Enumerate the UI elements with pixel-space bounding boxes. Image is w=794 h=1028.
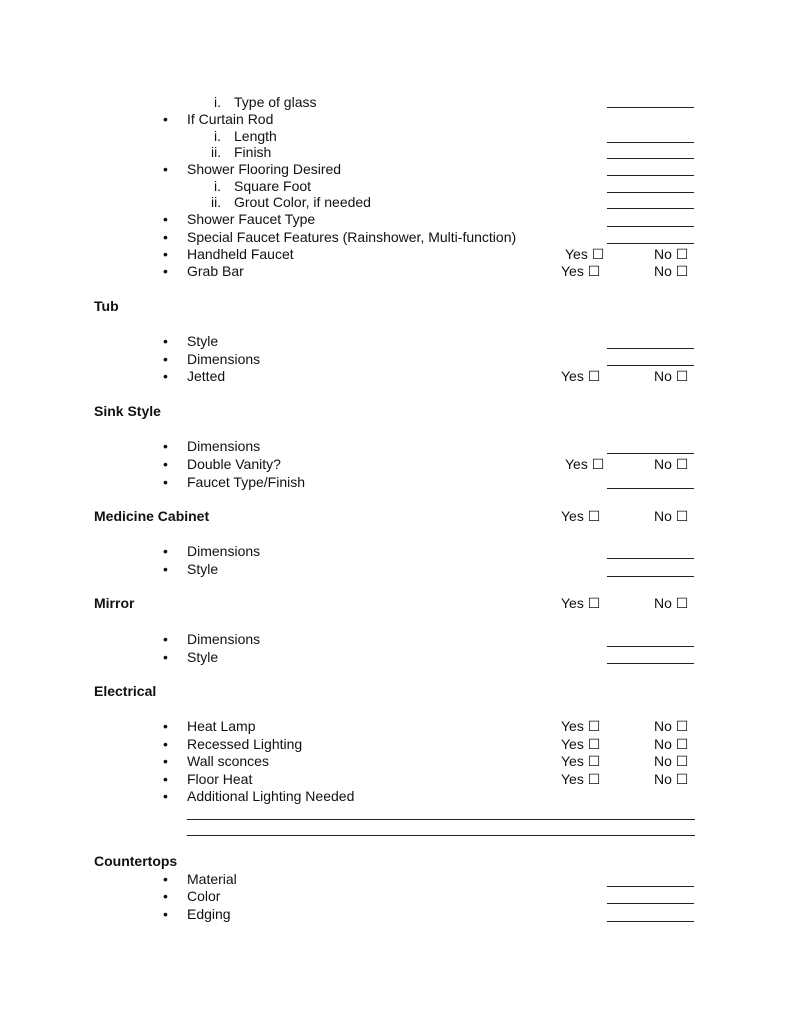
bullet: • bbox=[163, 111, 168, 127]
material-blank[interactable] bbox=[607, 886, 694, 887]
wall-sconces-label: Wall sconces bbox=[187, 753, 269, 769]
mirror-heading: Mirror bbox=[94, 595, 135, 611]
handheld-faucet-label: Handheld Faucet bbox=[187, 246, 294, 262]
color-blank[interactable] bbox=[607, 903, 694, 904]
handheld-faucet-yes-checkbox[interactable]: Yes ☐ bbox=[565, 246, 605, 262]
bullet: • bbox=[163, 211, 168, 227]
bullet: • bbox=[163, 368, 168, 384]
bullet: • bbox=[163, 161, 168, 177]
jetted-yes-checkbox[interactable]: Yes ☐ bbox=[561, 368, 601, 384]
grab-bar-label: Grab Bar bbox=[187, 263, 244, 279]
recessed-lighting-no-checkbox[interactable]: No ☐ bbox=[654, 736, 689, 752]
countertops-heading: Countertops bbox=[94, 853, 178, 869]
numeral: i. bbox=[214, 128, 221, 144]
bullet: • bbox=[163, 543, 168, 559]
shower-flooring-blank[interactable] bbox=[607, 175, 694, 176]
type-of-glass-blank[interactable] bbox=[607, 107, 694, 108]
grout-color-label: Grout Color, if needed bbox=[234, 194, 371, 210]
double-vanity-yes-checkbox[interactable]: Yes ☐ bbox=[565, 456, 605, 472]
bullet: • bbox=[163, 788, 168, 804]
wall-sconces-no-checkbox[interactable]: No ☐ bbox=[654, 753, 689, 769]
bullet: • bbox=[163, 333, 168, 349]
edging-label: Edging bbox=[187, 906, 231, 922]
recessed-lighting-label: Recessed Lighting bbox=[187, 736, 303, 752]
medicine-cabinet-dimensions-label: Dimensions bbox=[187, 543, 261, 559]
floor-heat-label: Floor Heat bbox=[187, 771, 253, 787]
bullet: • bbox=[163, 871, 168, 887]
medicine-cabinet-yes-checkbox[interactable]: Yes ☐ bbox=[561, 508, 601, 524]
bullet: • bbox=[163, 649, 168, 665]
material-label: Material bbox=[187, 871, 237, 887]
medicine-cabinet-style-blank[interactable] bbox=[607, 576, 694, 577]
bullet: • bbox=[163, 474, 168, 490]
tub-heading: Tub bbox=[94, 298, 119, 314]
numeral: ii. bbox=[211, 144, 222, 160]
curtain-rod-label: If Curtain Rod bbox=[187, 111, 274, 127]
bullet: • bbox=[163, 438, 168, 454]
handheld-faucet-no-checkbox[interactable]: No ☐ bbox=[654, 246, 689, 262]
bullet: • bbox=[163, 263, 168, 279]
color-label: Color bbox=[187, 888, 221, 904]
mirror-dimensions-blank[interactable] bbox=[607, 646, 694, 647]
bullet: • bbox=[163, 229, 168, 245]
sink-dimensions-label: Dimensions bbox=[187, 438, 261, 454]
additional-lighting-label: Additional Lighting Needed bbox=[187, 788, 355, 804]
mirror-yes-checkbox[interactable]: Yes ☐ bbox=[561, 595, 601, 611]
edging-blank[interactable] bbox=[607, 921, 694, 922]
sink-dimensions-blank[interactable] bbox=[607, 453, 694, 454]
bullet: • bbox=[163, 753, 168, 769]
grab-bar-yes-checkbox[interactable]: Yes ☐ bbox=[561, 263, 601, 279]
bullet: • bbox=[163, 718, 168, 734]
special-faucet-features-label: Special Faucet Features (Rainshower, Multi-function) bbox=[187, 229, 517, 245]
faucet-type-finish-blank[interactable] bbox=[607, 488, 694, 489]
curtain-rod-finish-blank[interactable] bbox=[607, 158, 694, 159]
numeral: i. bbox=[214, 94, 221, 110]
sink-style-heading: Sink Style bbox=[94, 403, 161, 419]
floor-heat-no-checkbox[interactable]: No ☐ bbox=[654, 771, 689, 787]
bullet: • bbox=[163, 771, 168, 787]
tub-style-blank[interactable] bbox=[607, 348, 694, 349]
special-faucet-features-blank[interactable] bbox=[607, 243, 694, 244]
grab-bar-no-checkbox[interactable]: No ☐ bbox=[654, 263, 689, 279]
double-vanity-label: Double Vanity? bbox=[187, 456, 281, 472]
medicine-cabinet-no-checkbox[interactable]: No ☐ bbox=[654, 508, 689, 524]
faucet-type-finish-label: Faucet Type/Finish bbox=[187, 474, 306, 490]
grout-color-blank[interactable] bbox=[607, 208, 694, 209]
shower-faucet-type-label: Shower Faucet Type bbox=[187, 211, 316, 227]
tub-dimensions-label: Dimensions bbox=[187, 351, 261, 367]
medicine-cabinet-heading: Medicine Cabinet bbox=[94, 508, 210, 524]
bullet: • bbox=[163, 631, 168, 647]
shower-faucet-type-blank[interactable] bbox=[607, 226, 694, 227]
square-foot-blank[interactable] bbox=[607, 192, 694, 193]
bullet: • bbox=[163, 736, 168, 752]
heat-lamp-no-checkbox[interactable]: No ☐ bbox=[654, 718, 689, 734]
wall-sconces-yes-checkbox[interactable]: Yes ☐ bbox=[561, 753, 601, 769]
mirror-no-checkbox[interactable]: No ☐ bbox=[654, 595, 689, 611]
heat-lamp-label: Heat Lamp bbox=[187, 718, 256, 734]
jetted-label: Jetted bbox=[187, 368, 226, 384]
tub-dimensions-blank[interactable] bbox=[607, 365, 694, 366]
bullet: • bbox=[163, 561, 168, 577]
type-of-glass-label: Type of glass bbox=[234, 94, 317, 110]
medicine-cabinet-style-label: Style bbox=[187, 561, 219, 577]
curtain-rod-length-label: Length bbox=[234, 128, 277, 144]
double-vanity-no-checkbox[interactable]: No ☐ bbox=[654, 456, 689, 472]
shower-flooring-label: Shower Flooring Desired bbox=[187, 161, 342, 177]
mirror-dimensions-label: Dimensions bbox=[187, 631, 261, 647]
recessed-lighting-yes-checkbox[interactable]: Yes ☐ bbox=[561, 736, 601, 752]
medicine-cabinet-dimensions-blank[interactable] bbox=[607, 558, 694, 559]
numeral: i. bbox=[214, 178, 221, 194]
mirror-style-label: Style bbox=[187, 649, 219, 665]
additional-lighting-blank-1[interactable] bbox=[187, 819, 695, 820]
square-foot-label: Square Foot bbox=[234, 178, 312, 194]
jetted-no-checkbox[interactable]: No ☐ bbox=[654, 368, 689, 384]
bullet: • bbox=[163, 456, 168, 472]
bullet: • bbox=[163, 351, 168, 367]
tub-style-label: Style bbox=[187, 333, 219, 349]
numeral: ii. bbox=[211, 194, 222, 210]
heat-lamp-yes-checkbox[interactable]: Yes ☐ bbox=[561, 718, 601, 734]
curtain-rod-finish-label: Finish bbox=[234, 144, 272, 160]
additional-lighting-blank-2[interactable] bbox=[187, 835, 695, 836]
bullet: • bbox=[163, 888, 168, 904]
bullet: • bbox=[163, 906, 168, 922]
electrical-heading: Electrical bbox=[94, 683, 157, 699]
floor-heat-yes-checkbox[interactable]: Yes ☐ bbox=[561, 771, 601, 787]
bullet: • bbox=[163, 246, 168, 262]
curtain-rod-length-blank[interactable] bbox=[607, 142, 694, 143]
mirror-style-blank[interactable] bbox=[607, 663, 694, 664]
